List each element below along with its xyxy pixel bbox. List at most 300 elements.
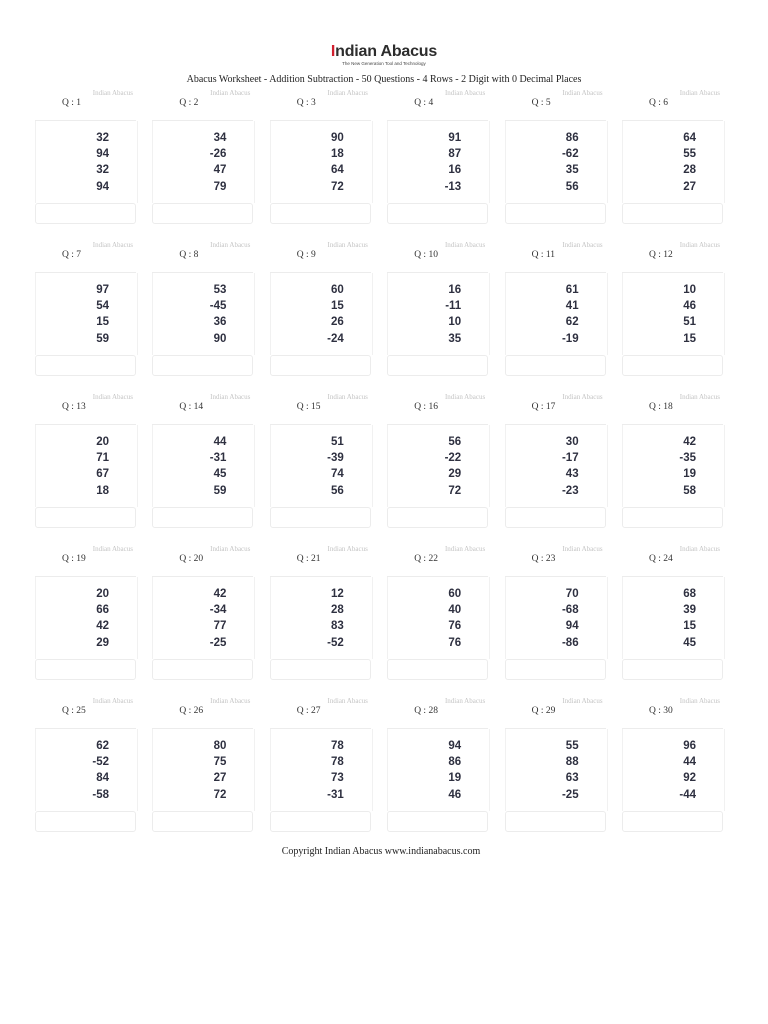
number-entry: 15: [96, 316, 109, 329]
number-entry: 97: [96, 284, 109, 296]
number-entry: 63: [565, 772, 579, 785]
question-label: Q : 30: [649, 706, 673, 716]
card-body: [152, 577, 255, 659]
question-card: [505, 696, 606, 833]
number-entry: -62: [561, 148, 579, 161]
question-label: Q : 21: [296, 554, 321, 564]
watermark-text: Indian Abacus: [444, 89, 486, 97]
number-entry: 43: [565, 468, 579, 481]
question-card: [387, 240, 488, 377]
number-entry: 86: [448, 756, 462, 769]
number-entry: 16: [448, 284, 462, 296]
number-column: [562, 282, 579, 347]
question-card: [35, 88, 136, 225]
number-entry: 60: [448, 588, 462, 600]
number-entry: -26: [209, 148, 227, 161]
logo: [0, 43, 768, 61]
number-column: [448, 738, 461, 803]
logo-text: ndian Abacus: [335, 43, 438, 60]
answer-box[interactable]: [152, 811, 253, 832]
number-entry: 96: [683, 740, 696, 752]
question-card: [387, 696, 488, 833]
number-entry: 20: [96, 588, 109, 600]
number-column: [562, 130, 579, 195]
question-label: Q : 13: [62, 402, 86, 412]
number-column: [448, 586, 461, 651]
question-card: [152, 392, 253, 529]
watermark-text: Indian Abacus: [679, 241, 720, 249]
number-entry: 18: [331, 148, 344, 161]
number-entry: 83: [331, 620, 344, 633]
number-entry: 15: [331, 300, 344, 313]
number-entry: 40: [448, 604, 462, 617]
question-label: Q : 20: [179, 554, 204, 564]
number-entry: 76: [448, 636, 462, 649]
card-body: [387, 121, 490, 203]
number-entry: 27: [683, 180, 696, 193]
number-entry: 56: [448, 436, 462, 448]
number-column: [562, 434, 579, 499]
number-column: [210, 282, 227, 347]
number-entry: 51: [683, 316, 696, 329]
number-column: [683, 130, 696, 195]
number-entry: -52: [92, 756, 109, 769]
question-card: [35, 544, 136, 681]
number-entry: 78: [331, 740, 344, 752]
question-card: [35, 696, 136, 833]
number-entry: 51: [331, 436, 344, 448]
number-entry: 72: [213, 788, 227, 801]
question-card: [270, 392, 371, 529]
question-label: Q : 14: [179, 402, 204, 412]
number-entry: -35: [679, 452, 696, 465]
number-entry: 58: [683, 484, 696, 497]
number-entry: 90: [331, 132, 344, 144]
number-entry: -39: [327, 452, 344, 465]
number-entry: 28: [683, 164, 696, 177]
card-body: [270, 273, 373, 355]
number-entry: 45: [213, 468, 227, 481]
number-entry: 94: [448, 740, 462, 752]
question-label: Q : 11: [531, 250, 555, 260]
question-label: Q : 19: [62, 554, 86, 564]
number-entry: 18: [96, 484, 109, 497]
answer-box[interactable]: [152, 355, 253, 376]
number-entry: 61: [565, 284, 579, 296]
question-card: [622, 88, 723, 225]
number-entry: 46: [683, 300, 696, 313]
card-body: [387, 577, 490, 659]
question-row: [35, 88, 725, 240]
question-card: [35, 392, 136, 529]
number-entry: 59: [96, 332, 109, 345]
question-label: Q : 25: [62, 706, 86, 716]
number-entry: 55: [565, 740, 579, 752]
question-label: Q : 16: [414, 402, 438, 412]
number-entry: 45: [683, 636, 696, 649]
question-card: [152, 88, 253, 225]
question-label: Q : 29: [531, 706, 556, 716]
number-entry: 28: [331, 604, 344, 617]
number-column: [96, 434, 109, 499]
number-entry: 26: [331, 316, 344, 329]
number-entry: 72: [448, 484, 462, 497]
watermark-text: Indian Abacus: [210, 697, 251, 705]
number-entry: -68: [561, 604, 579, 617]
question-card: [505, 392, 606, 529]
card-body: [387, 729, 490, 811]
number-column: [331, 130, 344, 195]
answer-box[interactable]: [505, 203, 606, 224]
answer-box[interactable]: [35, 811, 136, 832]
number-entry: 68: [683, 588, 696, 600]
number-entry: 19: [683, 468, 696, 481]
number-entry: 36: [213, 316, 227, 329]
answer-box[interactable]: [35, 507, 136, 528]
question-card: [387, 88, 488, 225]
card-body: [505, 729, 608, 811]
question-card: [387, 392, 488, 529]
number-column: [327, 434, 344, 499]
watermark-text: Indian Abacus: [562, 241, 603, 249]
number-entry: 15: [683, 332, 696, 345]
watermark-text: Indian Abacus: [210, 393, 251, 401]
number-entry: 94: [96, 148, 109, 161]
answer-box[interactable]: [505, 507, 606, 528]
number-column: [679, 434, 696, 499]
card-body: [505, 121, 608, 203]
card-body: [35, 729, 138, 811]
watermark-text: Indian Abacus: [327, 545, 368, 553]
question-label: Q : 26: [179, 706, 204, 716]
card-body: [152, 425, 255, 507]
card-body: [152, 729, 255, 811]
number-entry: 79: [213, 180, 227, 193]
answer-box[interactable]: [622, 659, 723, 680]
number-entry: 42: [213, 588, 227, 600]
number-entry: 32: [96, 164, 109, 177]
question-grid: [35, 88, 725, 848]
watermark-text: Indian Abacus: [444, 393, 486, 401]
card-body: [622, 121, 725, 203]
number-entry: -45: [209, 300, 227, 313]
number-column: [445, 282, 461, 347]
card-body: [35, 425, 138, 507]
number-column: [327, 586, 344, 651]
number-column: [683, 282, 696, 347]
question-card: [152, 544, 253, 681]
watermark-text: Indian Abacus: [327, 241, 368, 249]
question-label: Q : 23: [531, 554, 556, 564]
answer-box[interactable]: [152, 203, 253, 224]
question-label: Q : 15: [296, 402, 321, 412]
answer-box[interactable]: [35, 203, 136, 224]
number-entry: 44: [683, 756, 696, 769]
card-body: [35, 577, 138, 659]
answer-box[interactable]: [622, 507, 723, 528]
question-card: [35, 240, 136, 377]
answer-box[interactable]: [387, 203, 488, 224]
number-entry: -22: [444, 452, 462, 465]
number-entry: 56: [565, 180, 579, 193]
number-entry: 80: [213, 740, 227, 752]
question-card: [270, 544, 371, 681]
number-column: [210, 130, 227, 195]
number-entry: 73: [331, 772, 344, 785]
number-entry: -25: [561, 788, 579, 801]
card-body: [622, 577, 725, 659]
answer-box[interactable]: [387, 355, 488, 376]
number-entry: 62: [96, 740, 109, 752]
number-entry: 92: [683, 772, 696, 785]
number-entry: -31: [209, 452, 227, 465]
number-entry: 12: [331, 588, 344, 600]
number-entry: -19: [561, 332, 579, 345]
number-column: [683, 586, 696, 651]
number-entry: 19: [448, 772, 462, 785]
number-entry: 42: [683, 436, 696, 448]
number-column: [92, 738, 109, 803]
watermark-text: Indian Abacus: [327, 89, 368, 97]
number-entry: -13: [444, 180, 462, 193]
logo-tagline: The New Generation Tool and Technology: [342, 61, 426, 66]
number-entry: -23: [561, 484, 579, 497]
watermark-text: Indian Abacus: [210, 241, 251, 249]
answer-box[interactable]: [622, 203, 723, 224]
question-label: Q : 1: [62, 98, 81, 108]
number-entry: 10: [683, 284, 696, 296]
card-body: [270, 577, 373, 659]
number-entry: 42: [96, 620, 109, 633]
watermark-text: Indian Abacus: [92, 89, 133, 97]
watermark-text: Indian Abacus: [327, 697, 368, 705]
number-column: [96, 586, 109, 651]
card-body: [622, 425, 725, 507]
number-entry: 76: [448, 620, 462, 633]
card-body: [35, 121, 138, 203]
answer-box[interactable]: [270, 355, 371, 376]
number-column: [562, 586, 579, 651]
number-entry: 71: [96, 452, 109, 465]
number-entry: 54: [96, 300, 109, 313]
question-card: [505, 240, 606, 377]
question-card: [152, 240, 253, 377]
question-label: Q : 27: [296, 706, 321, 716]
number-entry: -86: [561, 636, 579, 649]
question-card: [505, 544, 606, 681]
question-label: Q : 17: [531, 402, 556, 412]
card-body: [387, 425, 490, 507]
watermark-text: Indian Abacus: [210, 89, 251, 97]
question-label: Q : 5: [531, 98, 551, 108]
number-entry: -11: [445, 300, 462, 313]
watermark-text: Indian Abacus: [92, 393, 133, 401]
question-card: [270, 240, 371, 377]
question-card: [270, 696, 371, 833]
number-entry: -31: [327, 788, 344, 801]
card-body: [270, 425, 373, 507]
logo-block: [0, 43, 768, 67]
number-entry: 53: [213, 284, 227, 296]
number-entry: 27: [213, 772, 227, 785]
number-entry: 78: [331, 756, 344, 769]
number-column: [214, 738, 227, 803]
card-body: [152, 273, 255, 355]
watermark-text: Indian Abacus: [679, 393, 720, 401]
number-column: [210, 434, 227, 499]
card-body: [387, 273, 490, 355]
answer-box[interactable]: [387, 659, 488, 680]
number-entry: 10: [448, 316, 462, 329]
answer-box[interactable]: [622, 811, 723, 832]
number-entry: 56: [331, 484, 344, 497]
number-entry: 84: [96, 772, 109, 785]
question-card: [622, 392, 723, 529]
number-entry: 64: [683, 132, 696, 144]
number-entry: 30: [565, 436, 579, 448]
number-entry: 29: [96, 636, 109, 649]
question-label: Q : 24: [649, 554, 673, 564]
question-card: [505, 88, 606, 225]
number-entry: 44: [213, 436, 227, 448]
question-label: Q : 6: [649, 98, 668, 108]
number-column: [327, 738, 344, 803]
question-row: [35, 240, 725, 392]
number-column: [445, 130, 462, 195]
card-body: [35, 273, 138, 355]
number-entry: -34: [209, 604, 227, 617]
watermark-text: Indian Abacus: [444, 241, 486, 249]
question-label: Q : 18: [649, 402, 673, 412]
number-entry: 75: [213, 756, 227, 769]
number-entry: 34: [213, 132, 227, 144]
number-entry: 35: [448, 332, 462, 345]
question-row: [35, 392, 725, 544]
answer-box[interactable]: [387, 507, 488, 528]
number-entry: 77: [213, 620, 227, 633]
question-label: Q : 22: [414, 554, 438, 564]
number-column: [679, 738, 696, 803]
card-body: [270, 121, 373, 203]
question-row: [35, 696, 725, 848]
question-label: Q : 2: [179, 98, 199, 108]
answer-box[interactable]: [152, 659, 253, 680]
number-entry: 16: [448, 164, 462, 177]
answer-box[interactable]: [622, 355, 723, 376]
answer-box[interactable]: [505, 659, 606, 680]
number-entry: 94: [565, 620, 579, 633]
answer-box[interactable]: [152, 507, 253, 528]
number-column: [210, 586, 227, 651]
number-entry: 91: [448, 132, 462, 144]
worksheet-title: Abacus Worksheet - Addition Subtraction - 50 Questions - 4 Rows - 2 Digit with 0 Decimal Places: [186, 74, 582, 85]
watermark-text: Indian Abacus: [92, 697, 133, 705]
number-entry: 70: [565, 588, 579, 600]
number-column: [96, 130, 109, 195]
number-entry: 39: [683, 604, 696, 617]
answer-box[interactable]: [270, 507, 371, 528]
number-entry: -17: [561, 452, 579, 465]
question-card: [622, 240, 723, 377]
question-label: Q : 3: [296, 98, 316, 108]
number-entry: 72: [331, 180, 344, 193]
number-entry: 35: [565, 164, 579, 177]
question-card: [387, 544, 488, 681]
number-entry: 66: [96, 604, 109, 617]
number-entry: -58: [92, 788, 109, 801]
number-entry: 60: [331, 284, 344, 296]
watermark-text: Indian Abacus: [562, 89, 603, 97]
number-entry: 41: [565, 300, 579, 313]
question-label: Q : 9: [296, 250, 316, 260]
card-body: [505, 577, 608, 659]
card-body: [270, 729, 373, 811]
card-body: [505, 425, 608, 507]
watermark-text: Indian Abacus: [92, 545, 133, 553]
number-entry: 46: [448, 788, 462, 801]
card-body: [152, 121, 255, 203]
number-entry: 88: [565, 756, 579, 769]
number-entry: 62: [565, 316, 579, 329]
watermark-text: Indian Abacus: [679, 697, 720, 705]
number-column: [445, 434, 462, 499]
number-entry: -25: [209, 636, 227, 649]
question-row: [35, 544, 725, 696]
answer-box[interactable]: [505, 355, 606, 376]
number-entry: -52: [327, 636, 344, 649]
answer-box[interactable]: [270, 659, 371, 680]
question-card: [622, 696, 723, 833]
number-entry: 67: [96, 468, 109, 481]
card-body: [505, 273, 608, 355]
number-entry: 20: [96, 436, 109, 448]
number-entry: 47: [213, 164, 227, 177]
question-card: [622, 544, 723, 681]
answer-box[interactable]: [35, 355, 136, 376]
question-label: Q : 28: [414, 706, 438, 716]
answer-box[interactable]: [505, 811, 606, 832]
number-entry: 15: [683, 620, 696, 633]
watermark-text: Indian Abacus: [444, 697, 486, 705]
watermark-text: Indian Abacus: [92, 241, 133, 249]
answer-box[interactable]: [35, 659, 136, 680]
watermark-text: Indian Abacus: [679, 89, 720, 97]
number-entry: 32: [96, 132, 109, 144]
card-body: [622, 729, 725, 811]
question-label: Q : 12: [649, 250, 673, 260]
number-entry: 87: [448, 148, 462, 161]
answer-box[interactable]: [270, 203, 371, 224]
card-body: [622, 273, 725, 355]
number-entry: 94: [96, 180, 109, 193]
answer-box[interactable]: [387, 811, 488, 832]
answer-box[interactable]: [270, 811, 371, 832]
number-column: [96, 282, 109, 347]
copyright-footer: Copyright Indian Abacus www.indianabacus.com: [281, 846, 481, 857]
number-entry: -24: [327, 332, 344, 345]
number-entry: 55: [683, 148, 696, 161]
number-entry: 64: [331, 164, 344, 177]
watermark-text: Indian Abacus: [562, 697, 603, 705]
question-card: [152, 696, 253, 833]
logo-first-letter: I: [330, 43, 336, 60]
number-column: [562, 738, 579, 803]
number-entry: 29: [448, 468, 462, 481]
number-entry: 74: [331, 468, 344, 481]
number-entry: 59: [213, 484, 227, 497]
watermark-text: Indian Abacus: [210, 545, 251, 553]
question-card: [270, 88, 371, 225]
